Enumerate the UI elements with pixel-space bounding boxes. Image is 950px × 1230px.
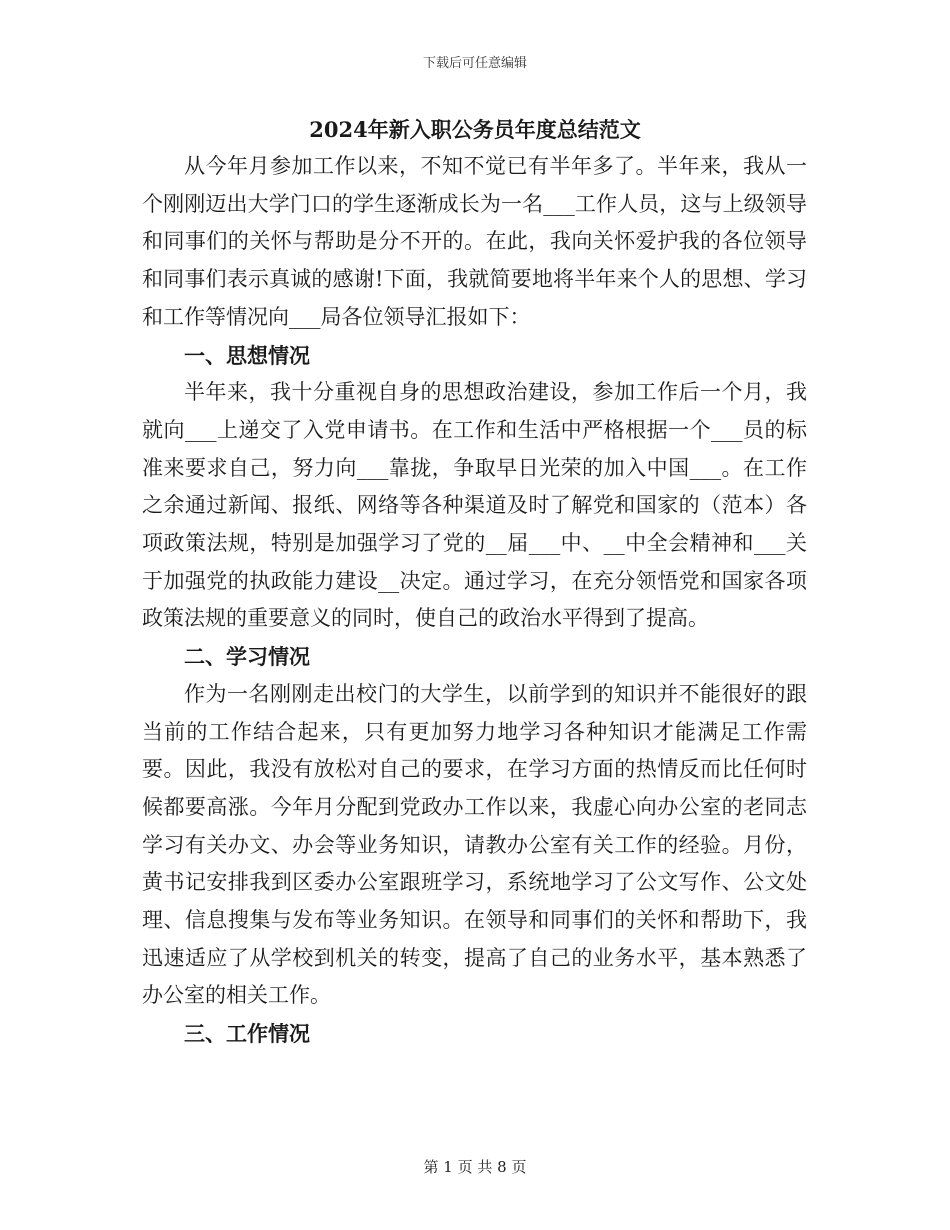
section-heading-thought: 一、思想情况 [184, 342, 310, 368]
section-paragraph-study: 作为一名刚刚走出校门的大学生，以前学到的知识并不能很好的跟当前的工作结合起来，只有更加努力地学习各种知识才能满足工作需要。因此，我没有放松对自己的要求，在学习方面的热情反而比任何时候都要高涨。今年月分配到党政办工作以来，我虚心向办公室的老同志学习有关办文、办会等业务知识，请教办公室有关工作的经验。月份，黄书记安排我到区委办公室跟班学习，系统地学习了公文写作、公文处理、信息搜集与发布等业务知识。在领导和同事们的关怀和帮助下，我迅速适应了从学校到机关的转变，提高了自己的业务水平，基本熟悉了办公室的相关工作。 [142, 681, 807, 1008]
document-body [142, 148, 807, 1053]
section-heading-work: 三、工作情况 [184, 1021, 310, 1047]
page-footer: 第 1 页 共 8 页 [423, 1158, 527, 1176]
header-note: 下载后可任意编辑 [422, 56, 527, 71]
document-title: 2024年新入职公务员年度总结范文 [309, 117, 641, 142]
intro-paragraph: 从今年月参加工作以来，不知不觉已有半年多了。半年来，我从一个刚刚迈出大学门口的学生逐渐成长为一名___工作人员，这与上级领导和同事们的关怀与帮助是分不开的。在此，我向关怀爱护我的各位领导和同事们表示真诚的感谢!下面，我就简要地将半年来个人的思想、学习和工作等情况向___局各位领导汇报如下： [142, 154, 807, 329]
section-paragraph-thought: 半年来，我十分重视自身的思想政治建设，参加工作后一个月，我就向___上递交了入党申请书。在工作和生活中严格根据一个___员的标准来要求自己，努力向___靠拢，争取早日光荣的加入中国___。在工作之余通过新闻、报纸、网络等各种渠道及时了解党和国家的（范本）各项政策法规，特别是加强学习了党的__届___中、__中全会精神和___关于加强党的执政能力建设__决定。通过学习，在充分领悟党和国家各项政策法规的重要意义的同时，使自己的政治水平得到了提高。 [142, 380, 807, 631]
section-heading-study: 二、学习情况 [184, 644, 310, 670]
